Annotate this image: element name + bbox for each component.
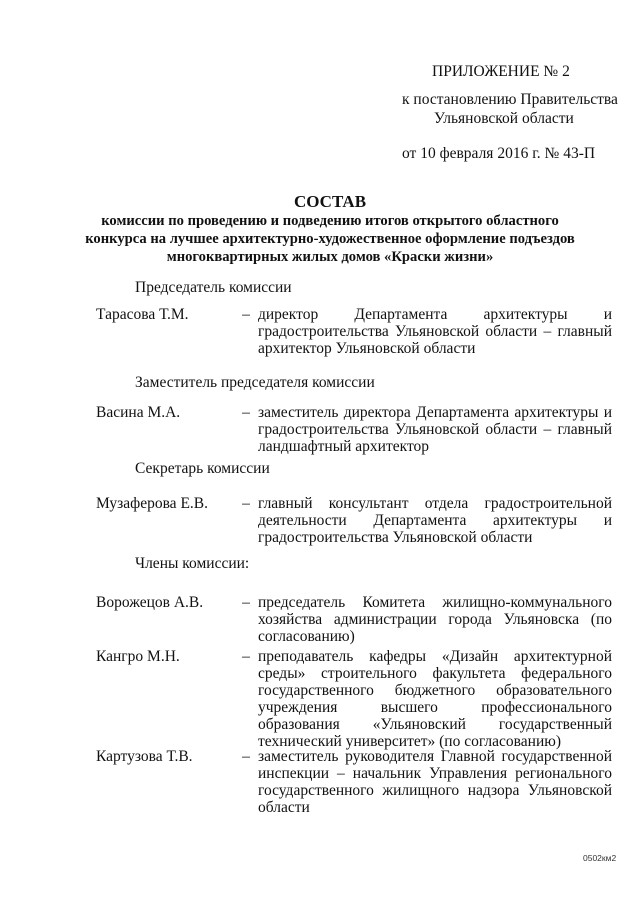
member-name: Кангро М.Н. bbox=[96, 648, 180, 665]
member-entry bbox=[96, 495, 612, 546]
member-dash: – bbox=[242, 404, 250, 421]
section-members: Члены комиссии: bbox=[135, 555, 250, 572]
member-description: директор Департамента архитектуры и градостроительства Ульяновской области – главный архитектор Ульяновской области bbox=[258, 306, 612, 357]
member-description: председатель Комитета жилищно-коммунального хозяйства администрации города Ульяновска (по согласованию) bbox=[258, 594, 612, 645]
member-name: Ворожецов А.В. bbox=[96, 594, 204, 611]
document-title bbox=[80, 191, 580, 266]
title-line-2: конкурса на лучшее архитектурно-художественное оформление подъездов bbox=[85, 231, 575, 247]
member-name: Музаферова Е.В. bbox=[96, 495, 208, 512]
appendix-header bbox=[380, 62, 620, 163]
member-entry bbox=[96, 748, 612, 816]
member-description: преподаватель кафедры «Дизайн архитектурной среды» строительного факультета федерального государственного бюджетного образовательного учреждения высшего профессионального образования «Ульяновский государственный технический университет» (по согласованию) bbox=[258, 648, 612, 750]
member-name: Тарасова Т.М. bbox=[96, 306, 189, 323]
member-name: Картузова Т.В. bbox=[96, 748, 193, 765]
appendix-number: ПРИЛОЖЕНИЕ № 2 bbox=[432, 63, 570, 80]
member-dash: – bbox=[242, 748, 250, 765]
member-dash: – bbox=[242, 594, 250, 611]
section-secretary: Секретарь комиссии bbox=[135, 460, 270, 477]
title-line-1: комиссии по проведению и подведению итогов открытого областного bbox=[101, 213, 559, 229]
document-code: 0502км2 bbox=[583, 853, 617, 863]
resolution-date: от 10 февраля 2016 г. № 43-П bbox=[402, 145, 596, 162]
member-dash: – bbox=[242, 648, 250, 665]
member-dash: – bbox=[242, 306, 250, 323]
section-deputy: Заместитель председателя комиссии bbox=[135, 374, 375, 391]
member-entry bbox=[96, 404, 612, 455]
title-line-3: многоквартирных жилых домов «Краски жизни» bbox=[166, 249, 494, 265]
member-entry bbox=[96, 594, 612, 645]
title-main: СОСТАВ bbox=[293, 192, 367, 211]
resolution-reference: к постановлению Правительства bbox=[402, 91, 618, 108]
section-chairman: Председатель комиссии bbox=[135, 279, 292, 296]
member-dash: – bbox=[242, 495, 250, 512]
member-description: заместитель руководителя Главной государственной инспекции – начальник Управления регионального государственного жилищного надзора Ульяновской области bbox=[258, 748, 612, 816]
member-description: заместитель директора Департамента архитектуры и градостроительства Ульяновской области – главный ландшафтный архитектор bbox=[258, 404, 612, 455]
member-entry bbox=[96, 648, 612, 750]
member-entry bbox=[96, 306, 612, 357]
region-name: Ульяновской области bbox=[434, 110, 574, 127]
member-name: Васина М.А. bbox=[96, 404, 181, 421]
member-description: главный консультант отдела градостроительной деятельности Департамента архитектуры и градостроительства Ульяновской области bbox=[258, 495, 612, 546]
